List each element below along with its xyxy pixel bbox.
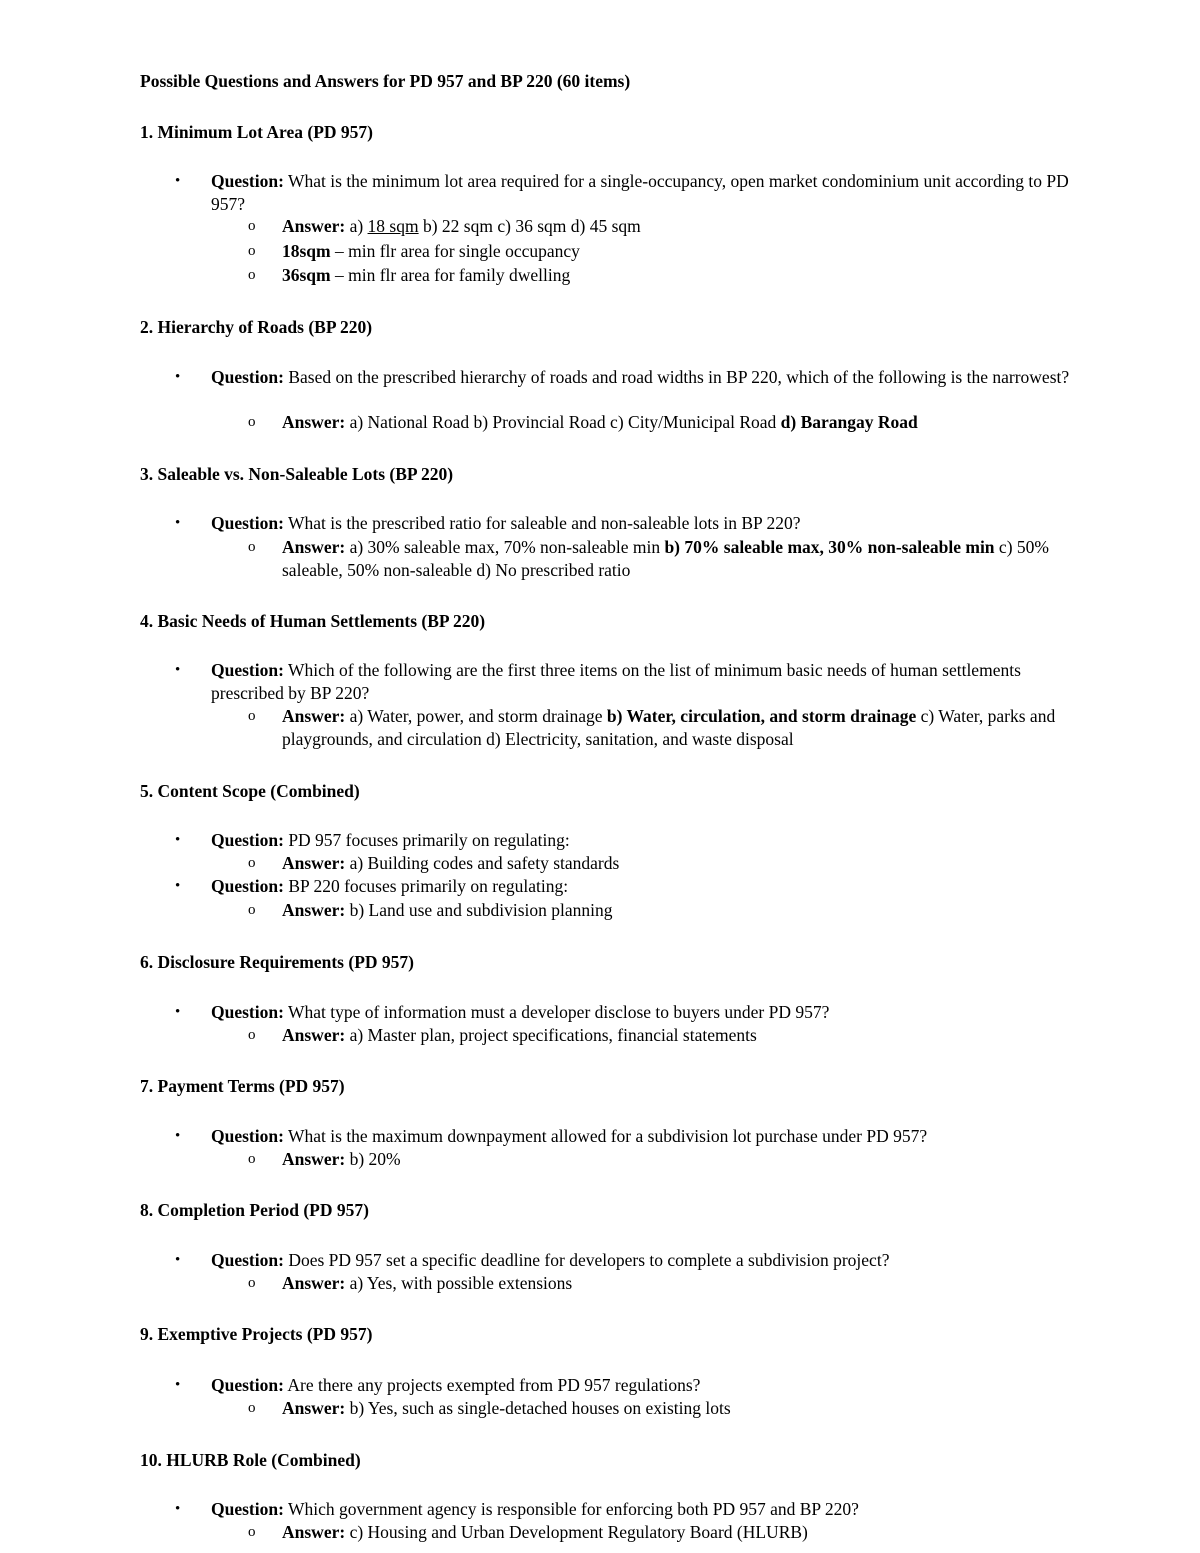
answer-text-rest: c) Water, parks and playgrounds, and circulation d) Electricity, sanitation, and waste disposal [282,706,1056,749]
answer-text: a) Water, power, and storm drainage [349,706,607,726]
bullet-icon: • [175,832,181,848]
question-label: Question: [211,367,284,387]
section-heading: 8. Completion Period (PD 957) [140,1200,369,1220]
question-text: What is the prescribed ratio for saleable and non-saleable lots in BP 220? [288,513,801,533]
sub-bullet-icon: o [248,1027,256,1043]
answer-text-rest: b) 22 sqm c) 36 sqm d) 45 sqm [418,216,641,236]
note-text: – min flr area for single occupancy [330,241,580,261]
question-text: What is the minimum lot area required for a single-occupancy, open market condominium unit according to PD 957? [211,171,1069,214]
sub-bullet-icon: o [248,855,256,871]
answer-text: a) National Road b) Provincial Road c) City/Municipal Road [349,412,781,432]
note-text: – min flr area for family dwelling [330,265,571,285]
answer-correct-bold: b) Water, circulation, and storm drainage [606,706,917,726]
sub-bullet-icon: o [248,902,256,918]
question-item [175,1249,1071,1272]
answer-text: b) 20% [349,1149,401,1169]
question-text: PD 957 focuses primarily on regulating: [288,830,570,850]
bullet-icon: • [175,1252,181,1268]
sub-bullet-icon: o [248,1524,256,1540]
answer-label: Answer: [282,900,346,920]
bullet-icon: • [175,1004,181,1020]
question-text: Which government agency is responsible for enforcing both PD 957 and BP 220? [288,1499,859,1519]
answer-item [248,536,1072,581]
question-item [175,875,1071,898]
answer-text-rest: c) 50% saleable, 50% non-saleable d) No prescribed ratio [282,537,1049,580]
question-item [175,659,1071,704]
answer-text: a) 30% saleable max, 70% non-saleable min [349,537,665,557]
note-item [248,264,1072,287]
question-label: Question: [211,171,284,191]
sub-bullet-icon: o [248,539,256,555]
note-item [248,240,1072,263]
answer-item [248,705,1072,750]
answer-label: Answer: [282,412,346,432]
question-item [175,1001,1071,1024]
question-text: Are there any projects exempted from PD 957 regulations? [287,1375,701,1395]
question-label: Question: [211,1126,284,1146]
bullet-icon: • [175,173,181,189]
answer-text: b) Yes, such as single-detached houses on existing lots [349,1398,731,1418]
question-label: Question: [211,1499,284,1519]
sub-bullet-icon: o [248,708,256,724]
answer-text: a) [349,216,368,236]
question-label: Question: [211,513,284,533]
question-text: Which of the following are the first three items on the list of minimum basic needs of human settlements prescribed by BP 220? [211,660,1021,703]
answer-item [248,1148,1072,1171]
question-label: Question: [211,830,284,850]
answer-label: Answer: [282,1522,346,1542]
answer-label: Answer: [282,1025,346,1045]
question-item [175,1374,1071,1397]
question-item [175,512,1071,535]
answer-text: a) Master plan, project specifications, financial statements [349,1025,757,1045]
question-text: BP 220 focuses primarily on regulating: [288,876,569,896]
answer-correct-bold: b) 70% saleable max, 30% non-saleable min [664,537,995,557]
sub-bullet-icon: o [248,414,256,430]
section-heading: 1. Minimum Lot Area (PD 957) [140,122,373,142]
sub-bullet-icon: o [248,1275,256,1291]
question-label: Question: [211,1250,284,1270]
answer-text: c) Housing and Urban Development Regulatory Board (HLURB) [349,1522,808,1542]
bullet-icon: • [175,662,181,678]
answer-item [248,1272,1072,1295]
answer-label: Answer: [282,706,346,726]
answer-label: Answer: [282,853,346,873]
bullet-icon: • [175,1377,181,1393]
section-heading: 9. Exemptive Projects (PD 957) [140,1324,373,1344]
answer-label: Answer: [282,537,346,557]
question-label: Question: [211,660,284,680]
question-label: Question: [211,876,284,896]
answer-label: Answer: [282,216,346,236]
question-label: Question: [211,1002,284,1022]
section-heading: 7. Payment Terms (PD 957) [140,1076,345,1096]
question-label: Question: [211,1375,284,1395]
section-heading: 10. HLURB Role (Combined) [140,1450,361,1470]
sub-bullet-icon: o [248,243,256,259]
answer-item [248,852,1072,875]
section-heading: 4. Basic Needs of Human Settlements (BP 220) [140,611,486,631]
bullet-icon: • [175,1128,181,1144]
answer-text: a) Yes, with possible extensions [349,1273,573,1293]
question-text: What type of information must a developer disclose to buyers under PD 957? [288,1002,830,1022]
question-item [175,170,1071,215]
answer-item [248,411,1072,434]
answer-item [248,899,1072,922]
answer-item [248,1397,1072,1420]
question-item [175,366,1071,389]
answer-label: Answer: [282,1149,346,1169]
answer-label: Answer: [282,1398,346,1418]
note-bold: 36sqm [282,265,331,285]
bullet-icon: • [175,369,181,385]
section-heading: 5. Content Scope (Combined) [140,781,360,801]
answer-item [248,215,1072,238]
section-heading: 3. Saleable vs. Non-Saleable Lots (BP 220) [140,464,454,484]
note-bold: 18sqm [282,241,331,261]
bullet-icon: • [175,878,181,894]
answer-correct-bold: d) Barangay Road [780,412,918,432]
section-heading: 6. Disclosure Requirements (PD 957) [140,952,414,972]
bullet-icon: • [175,515,181,531]
answer-label: Answer: [282,1273,346,1293]
answer-correct-underlined: 18 sqm [367,216,419,236]
question-text: Does PD 957 set a specific deadline for developers to complete a subdivision project? [288,1250,890,1270]
question-item [175,1125,1071,1148]
bullet-icon: • [175,1501,181,1517]
section-heading: 2. Hierarchy of Roads (BP 220) [140,317,373,337]
answer-text: a) Building codes and safety standards [349,853,620,873]
question-item [175,829,1071,852]
sub-bullet-icon: o [248,1151,256,1167]
document-title: Possible Questions and Answers for PD 957 and BP 220 (60 items) [140,71,631,91]
answer-text: b) Land use and subdivision planning [349,900,613,920]
answer-item [248,1024,1072,1047]
question-text: What is the maximum downpayment allowed for a subdivision lot purchase under PD 957? [288,1126,928,1146]
question-text: Based on the prescribed hierarchy of roads and road widths in BP 220, which of the following is the narrowest? [288,367,1070,387]
sub-bullet-icon: o [248,218,256,234]
question-item [175,1498,1071,1521]
answer-item [248,1521,1072,1544]
sub-bullet-icon: o [248,1400,256,1416]
sub-bullet-icon: o [248,267,256,283]
